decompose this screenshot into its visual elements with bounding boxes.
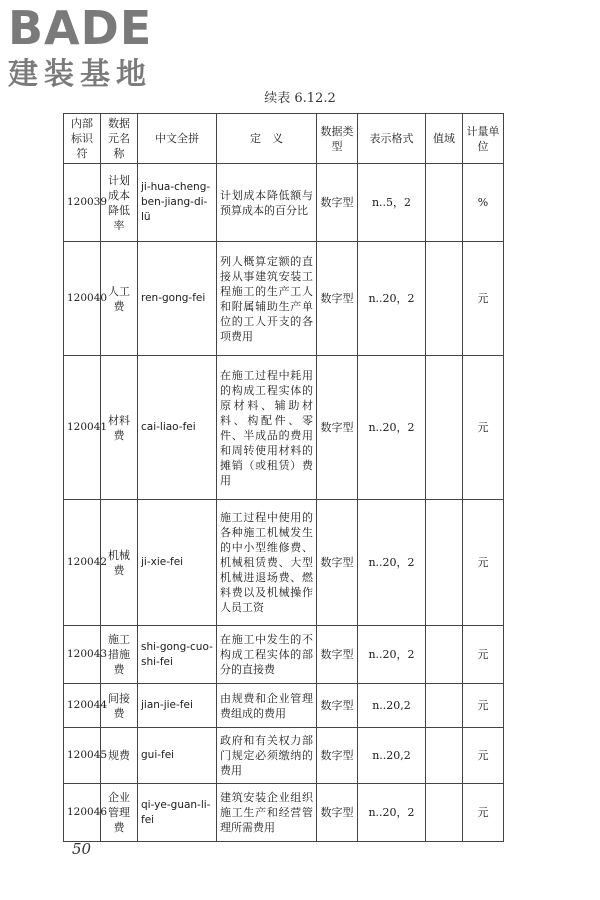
data-element-table (63, 113, 504, 842)
cell-definition: 在施工中发生的不构成工程实体的部分的直接费 (217, 626, 317, 684)
cell-code: 120045 (64, 728, 101, 784)
logo (8, 1, 178, 94)
cell-pinyin: shi-gong-cuo-shi-fei (138, 626, 217, 684)
cell-definition: 计划成本降低额与预算成本的百分比 (217, 164, 317, 242)
cell-unit: 元 (463, 356, 504, 500)
cell-definition: 在施工过程中耗用的构成工程实体的原材料、辅助材料、构配件、零件、半成品的费用和周转使用材料的摊销（或租赁）费用 (217, 356, 317, 500)
cell-domain (426, 684, 463, 728)
table-row (64, 242, 504, 356)
cell-unit: 元 (463, 784, 504, 842)
cell-format: n..5，2 (358, 164, 426, 242)
table-row (64, 728, 504, 784)
cell-name: 机械费 (101, 500, 138, 626)
cell-unit: 元 (463, 626, 504, 684)
cell-format: n..20，2 (358, 356, 426, 500)
cell-format: n..20，2 (358, 500, 426, 626)
cell-type: 数字型 (317, 784, 358, 842)
cell-domain (426, 728, 463, 784)
cell-definition: 建筑安装企业组织施工生产和经营管理所需费用 (217, 784, 317, 842)
header-name: 数据元名称 (101, 114, 138, 164)
table-row (64, 500, 504, 626)
cell-pinyin: jian-jie-fei (138, 684, 217, 728)
cell-pinyin: qi-ye-guan-li-fei (138, 784, 217, 842)
table-row (64, 164, 504, 242)
header-format: 表示格式 (358, 114, 426, 164)
cell-pinyin: ji-hua-cheng-ben-jiang-di-lü (138, 164, 217, 242)
header-code: 内部标识符 (64, 114, 101, 164)
cell-type: 数字型 (317, 500, 358, 626)
table-body (64, 164, 504, 842)
cell-name: 施工措施费 (101, 626, 138, 684)
cell-type: 数字型 (317, 684, 358, 728)
cell-name: 材料费 (101, 356, 138, 500)
cell-format: n..20，2 (358, 242, 426, 356)
logo-chinese: 建装基地 (8, 57, 152, 92)
cell-name: 企业管理费 (101, 784, 138, 842)
header-row (64, 114, 504, 164)
cell-unit: 元 (463, 684, 504, 728)
cell-code: 120043 (64, 626, 101, 684)
cell-type: 数字型 (317, 728, 358, 784)
cell-type: 数字型 (317, 242, 358, 356)
cell-definition: 施工过程中使用的各种施工机械发生的中小型维修费、机械租赁费、大型机械进退场费、燃料费以及机械操作人员工资 (217, 500, 317, 626)
header-definition: 定 义 (217, 114, 317, 164)
page-number: 50 (72, 840, 92, 858)
cell-definition: 由规费和企业管理费组成的费用 (217, 684, 317, 728)
cell-name: 人工费 (101, 242, 138, 356)
cell-code: 120044 (64, 684, 101, 728)
cell-domain (426, 500, 463, 626)
cell-definition: 列人概算定额的直接从事建筑安装工程施工的生产工人和附属辅助生产单位的工人开支的各项费用 (217, 242, 317, 356)
cell-type: 数字型 (317, 164, 358, 242)
cell-type: 数字型 (317, 356, 358, 500)
table-header (64, 114, 504, 164)
table-row (64, 626, 504, 684)
table-row (64, 784, 504, 842)
cell-unit: 元 (463, 242, 504, 356)
cell-code: 120039 (64, 164, 101, 242)
header-domain: 值域 (426, 114, 463, 164)
cell-definition: 政府和有关权力部门规定必须缴纳的费用 (217, 728, 317, 784)
cell-domain (426, 784, 463, 842)
cell-format: n..20,2 (358, 728, 426, 784)
header-pinyin: 中文全拼 (138, 114, 217, 164)
table-caption: 续表 6.12.2 (264, 91, 336, 106)
header-type: 数据类型 (317, 114, 358, 164)
cell-domain (426, 626, 463, 684)
cell-unit: % (463, 164, 504, 242)
cell-type: 数字型 (317, 626, 358, 684)
cell-name: 规费 (101, 728, 138, 784)
cell-pinyin: ji-xie-fei (138, 500, 217, 626)
cell-format: n..20，2 (358, 626, 426, 684)
cell-code: 120041 (64, 356, 101, 500)
cell-domain (426, 164, 463, 242)
cell-unit: 元 (463, 500, 504, 626)
cell-name: 计划成本降低率 (101, 164, 138, 242)
cell-domain (426, 356, 463, 500)
cell-domain (426, 242, 463, 356)
cell-pinyin: ren-gong-fei (138, 242, 217, 356)
table-row (64, 356, 504, 500)
cell-pinyin: cai-liao-fei (138, 356, 217, 500)
header-unit: 计量单位 (463, 114, 504, 164)
cell-code: 120042 (64, 500, 101, 626)
cell-format: n..20,2 (358, 684, 426, 728)
cell-format: n..20，2 (358, 784, 426, 842)
cell-code: 120046 (64, 784, 101, 842)
logo-wordmark: BADE (8, 1, 153, 55)
cell-pinyin: gui-fei (138, 728, 217, 784)
cell-unit: 元 (463, 728, 504, 784)
table-row (64, 684, 504, 728)
cell-code: 120040 (64, 242, 101, 356)
cell-name: 间接费 (101, 684, 138, 728)
